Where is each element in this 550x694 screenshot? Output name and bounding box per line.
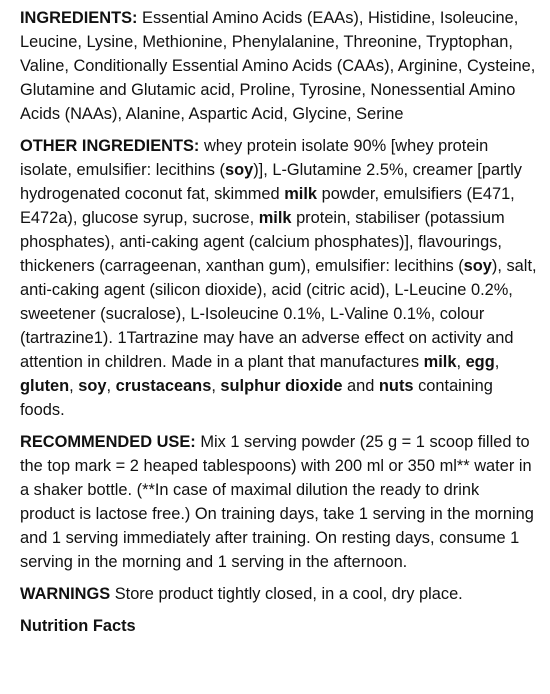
section-heading: RECOMMENDED USE: — [20, 433, 196, 451]
ingredients-section — [20, 6, 538, 126]
warnings-section — [20, 582, 538, 606]
allergen-emphasis: milk — [423, 353, 457, 371]
section-text: powder, emulsifiers (E471, E472a), glucose syrup, sucrose, — [20, 185, 515, 227]
allergen-emphasis: soy — [224, 161, 254, 179]
nutrition-facts-section — [20, 614, 538, 638]
section-heading: INGREDIENTS: — [20, 9, 138, 27]
section-text: containing foods. — [20, 377, 493, 419]
section-text: ), salt, anti-caking agent (silicon dioxide), acid (citric acid), L-Leucine 0.2%, sweetener (sucralose), L-Isoleucine 0.1%, L-Valine 0.1%, colour (tartrazine1). 1Tartrazine may have an adverse effect on activity and attention in children. Made in a plant that manufactures — [20, 257, 537, 371]
allergen-emphasis: nuts — [378, 377, 414, 395]
section-text: and — [342, 377, 379, 395]
allergen-emphasis: crustaceans — [115, 377, 212, 395]
section-heading: WARNINGS — [20, 585, 111, 603]
section-text: Mix 1 serving powder (25 g = 1 scoop filled to the top mark = 2 heaped tablespoons) with 200 ml or 350 ml** water in a shaker bottle. (**In case of maximal dilution the ready to drink product is lactose free.) On training days, take 1 serving in the morning and 1 serving immediately after training. On resting days, consume 1 serving in the morning and 1 serving in the afternoon. — [20, 433, 534, 571]
allergen-emphasis: egg — [465, 353, 495, 371]
recommended-use-section — [20, 430, 538, 574]
section-text: whey protein isolate 90% [whey protein isolate, emulsifier: lecithins ( — [20, 137, 489, 179]
section-text: , — [494, 353, 500, 371]
label-document — [20, 6, 538, 646]
section-text: , — [106, 377, 116, 395]
allergen-emphasis: sulphur dioxide — [220, 377, 343, 395]
section-text: , — [69, 377, 79, 395]
allergen-emphasis: gluten — [20, 377, 70, 395]
section-heading: Nutrition Facts — [20, 617, 136, 635]
section-text: Store product tightly closed, in a cool, dry place. — [110, 585, 463, 603]
section-text: , — [211, 377, 221, 395]
allergen-emphasis: soy — [78, 377, 107, 395]
other-ingredients-section — [20, 134, 538, 422]
section-text: , — [456, 353, 466, 371]
section-text: protein, stabiliser (potassium phosphates), anti-caking agent (calcium phosphates)], flavourings, thickeners (carrageenan, xanthan gum), emulsifier: lecithins ( — [20, 209, 505, 275]
section-text: Essential Amino Acids (EAAs), Histidine, Isoleucine, Leucine, Lysine, Methionine, Phenylalanine, Threonine, Tryptophan, Valine, Conditionally Essential Amino Acids (CAAs), Arginine, Cysteine, Glutamine and Glutamic acid, Proline, Tyrosine, Nonessential Amino Acids (NAAs), Alanine, Aspartic Acid, Glycine, Serine — [20, 9, 536, 123]
section-text: )], L-Glutamine 2.5%, creamer [partly hydrogenated coconut fat, skimmed — [20, 161, 522, 203]
allergen-emphasis: milk — [258, 209, 292, 227]
allergen-emphasis: soy — [463, 257, 492, 275]
allergen-emphasis: milk — [284, 185, 318, 203]
section-heading: OTHER INGREDIENTS: — [20, 137, 200, 155]
